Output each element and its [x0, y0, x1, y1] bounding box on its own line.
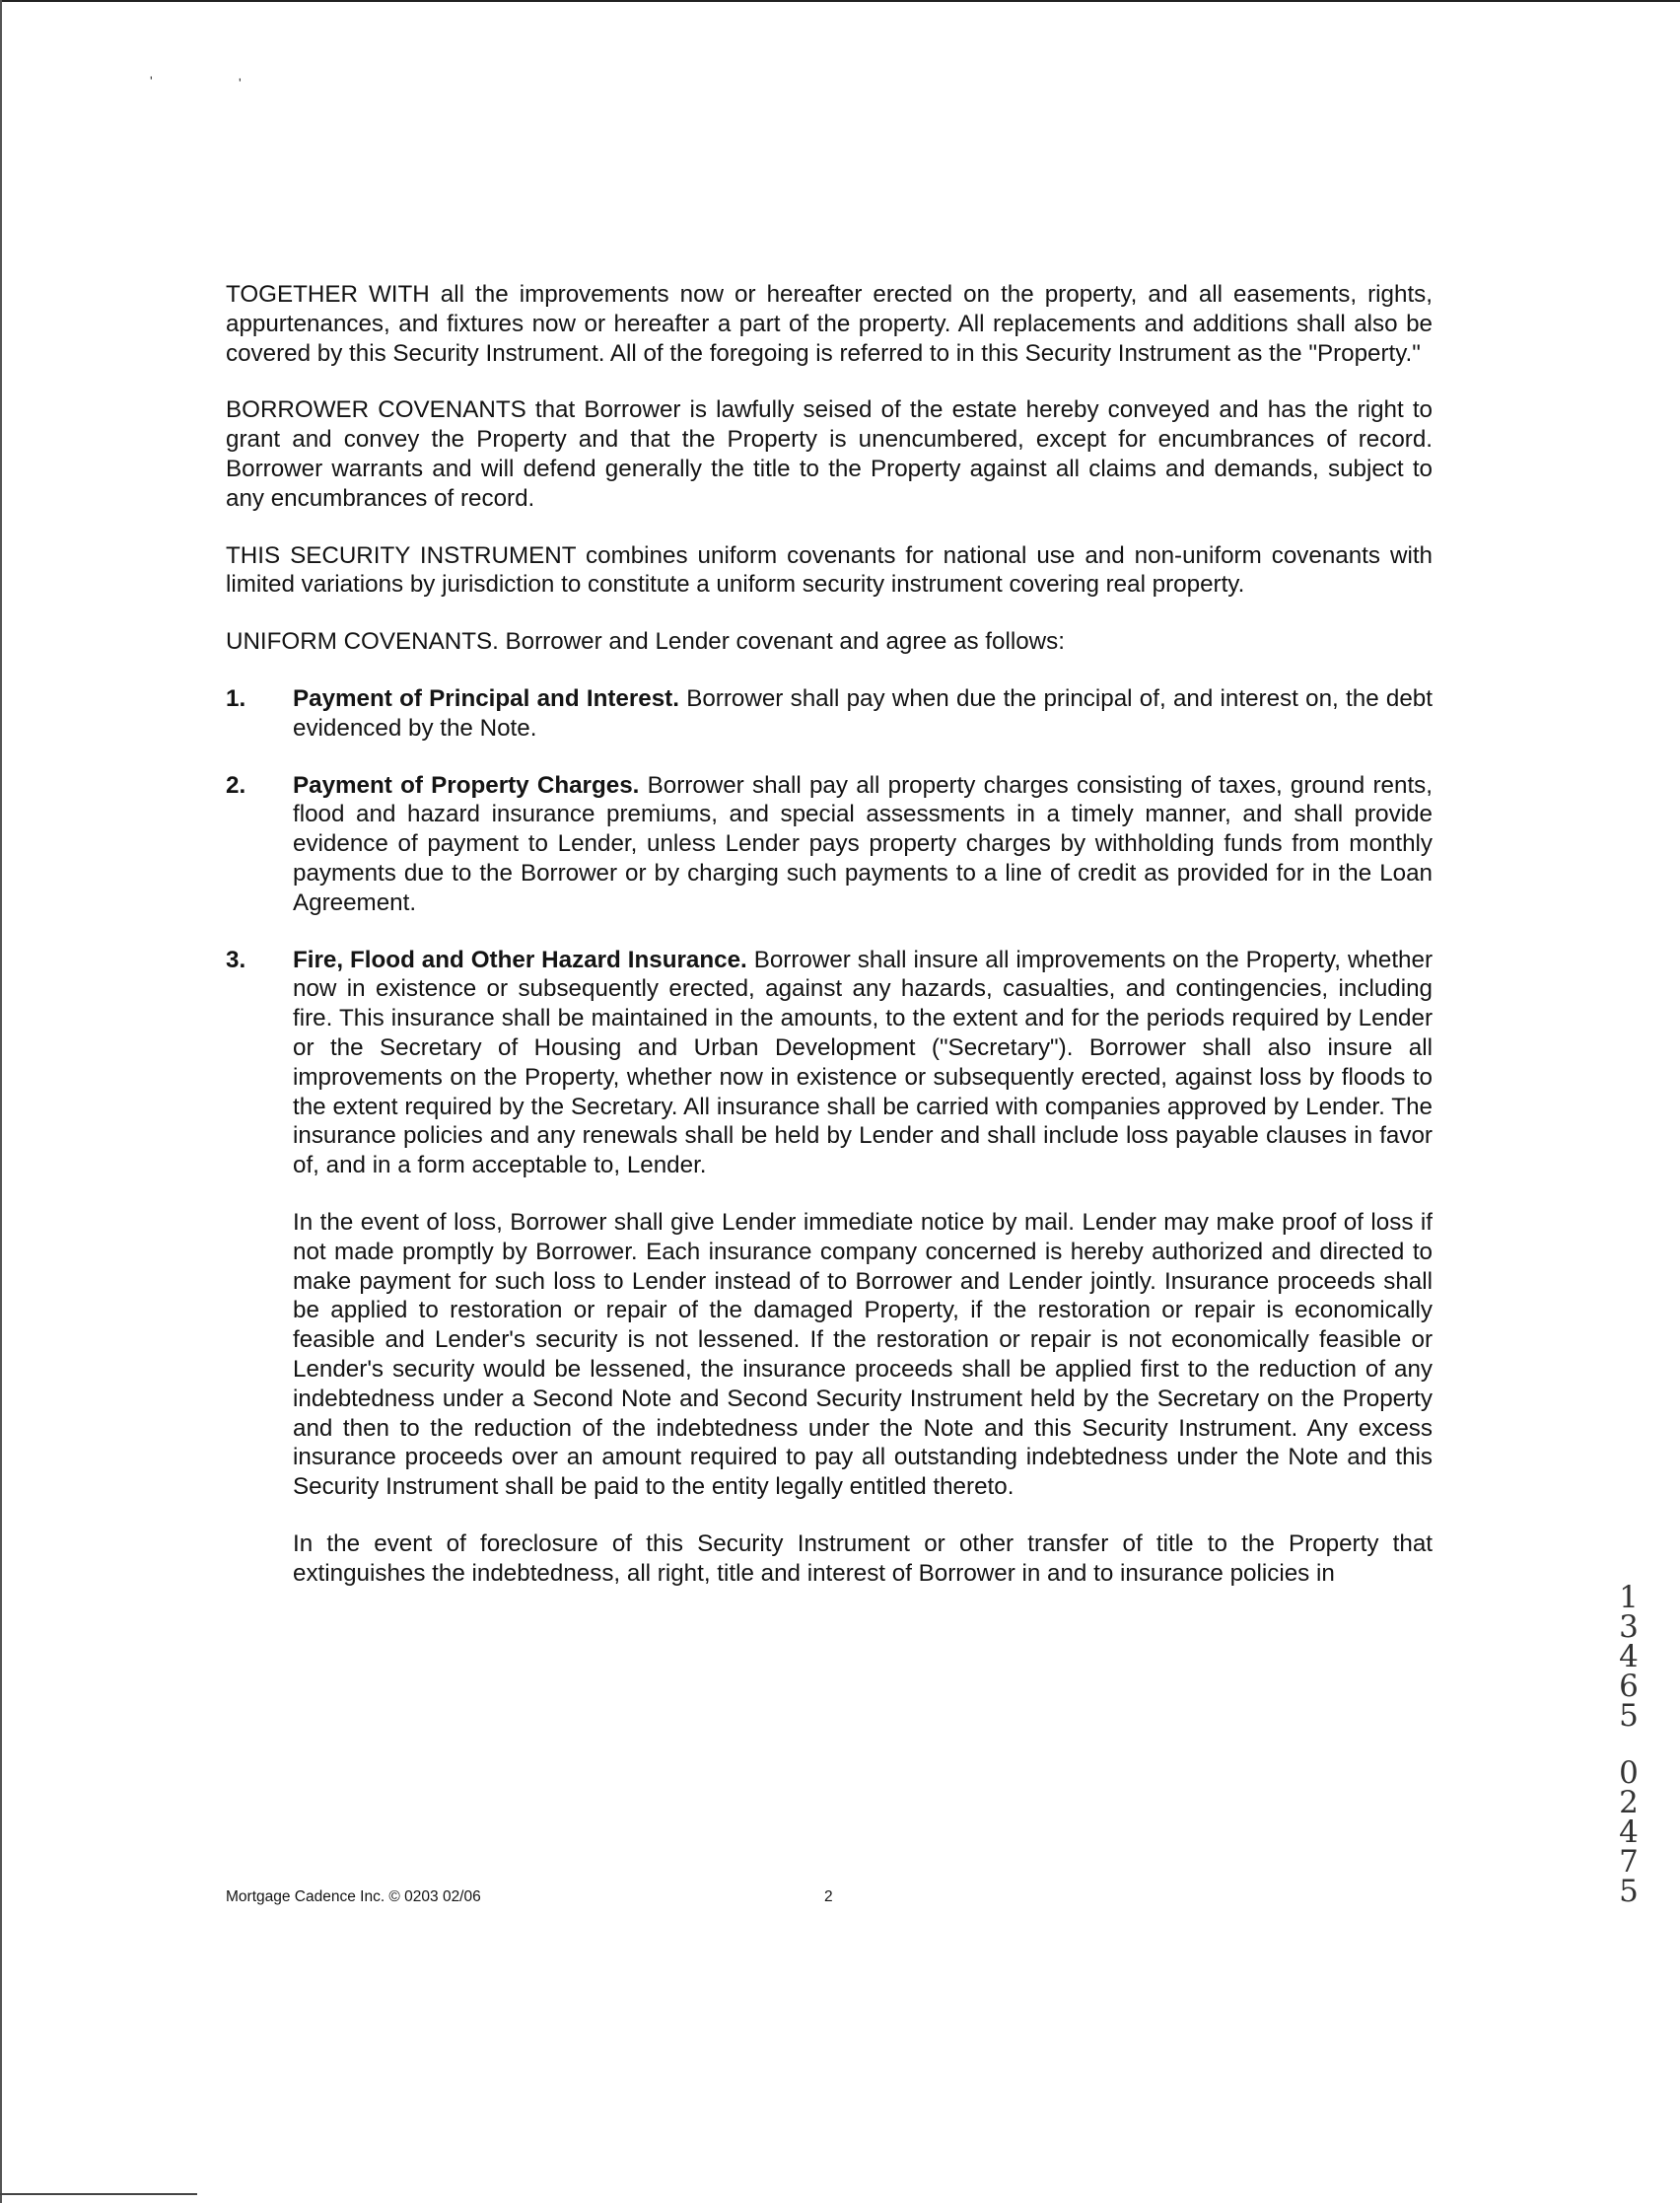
stamp-gap — [1617, 1731, 1641, 1758]
stamp-digit: 5 — [1619, 1698, 1639, 1734]
covenant-number: 2. — [226, 771, 246, 799]
covenant-body: Borrower shall pay when due the principal of, and interest on, the debt evidenced by the Note. — [293, 684, 1433, 742]
foreclosure-paragraph: In the event of foreclosure of this Security Instrument or other transfer of title to the Property that extinguishes the indebtedness, all right, title and interest of Borrower in and to insurance policies in — [293, 1529, 1433, 1587]
stamp-digit: 5 — [1619, 1874, 1639, 1909]
covenant-heading: Fire, Flood and Other Hazard Insurance. — [293, 946, 747, 973]
covenant-heading: Payment of Principal and Interest. — [293, 684, 679, 712]
covenant-body: Borrower shall insure all improvements on the Property, whether now in existence or subsequently erected, against any hazards, casualties, and contingencies, including fire. This insurance shall be maintained in the amounts, to the extent and for the periods required by Lender or the Secretary of Housing and Urban Development ("Secretary"). Borrower shall also insure all improvements on the Property, whether now in existence or subsequently erected, against loss by floods to the extent required by the Secretary. All insurance shall be carried with companies approved by Lender. The insurance policies and any renewals shall be held by Lender and shall include loss payable clauses in favor of, and in a form acceptable to, Lender. — [293, 946, 1433, 1179]
stamp-digit: 0 — [1619, 1755, 1639, 1791]
scan-edge-bottom — [0, 2193, 197, 2195]
side-stamp-number — [1617, 1580, 1641, 1909]
covenant-item-1 — [226, 684, 1433, 744]
insurance-loss-paragraph: In the event of loss, Borrower shall give Lender immediate notice by mail. Lender may make proof of loss if not made promptly by Borrower. Each insurance company concerned is hereby authorized and directed to make payment for such loss to Lender instead of to Borrower and Lender jointly. Insurance proceeds shall be applied to restoration or repair of the damaged Property, if the restoration or repair is economically feasible and Lender's security is not lessened. If the restoration or repair is not economically feasible or Lender's security would be lessened, the insurance proceeds shall be applied first to the reduction of any indebtedness under a Second Note and Second Security Instrument held by the Secretary on the Property and then to the reduction of the indebtedness under the Note and this Security Instrument. Any excess insurance proceeds over an amount required to pay all outstanding indebtedness under the Note and this Security Instrument shall be paid to the entity legally entitled thereto. — [293, 1208, 1433, 1501]
covenant-item-2 — [226, 771, 1433, 918]
footer-form-id: Mortgage Cadence Inc. © 0203 02/06 — [226, 1888, 481, 1905]
covenant-item-3 — [226, 946, 1433, 1180]
footer-page-number: 2 — [824, 1888, 833, 1905]
uniform-covenants-paragraph: UNIFORM COVENANTS. Borrower and Lender covenant and agree as follows: — [226, 628, 1065, 656]
stamp-digit: 4 — [1619, 1814, 1639, 1850]
covenant-body: Borrower shall pay all property charges consisting of taxes, ground rents, flood and hazard insurance premiums, and special assessments in a timely manner, and shall provide evidence of payment to Lender, unless Lender pays property charges by withholding funds from monthly payments due to the Borrower or by charging such payments to a line of credit as provided for in the Loan Agreement. — [293, 771, 1433, 916]
stamp-digit: 6 — [1619, 1669, 1639, 1704]
scan-edge-left — [0, 0, 2, 2203]
scan-speck: ' — [150, 73, 153, 89]
covenant-text — [293, 771, 1433, 918]
borrower-covenants-paragraph: BORROWER COVENANTS that Borrower is lawfully seised of the estate hereby conveyed and has the right to grant and convey the Property and that the Property is unencumbered, except for encumbrances of record. Borrower warrants and will defend generally the title to the Property against all claims and demands, subject to any encumbrances of record. — [226, 396, 1433, 512]
together-with-paragraph: TOGETHER WITH all the improvements now or hereafter erected on the property, and all easements, rights, appurtenances, and fixtures now or hereafter a part of the property. All replacements and additions shall also be covered by this Security Instrument. All of the foregoing is referred to in this Security Instrument as the "Property." — [226, 281, 1433, 367]
stamp-digit: 2 — [1619, 1785, 1639, 1820]
covenant-heading: Payment of Property Charges. — [293, 771, 640, 799]
security-instrument-paragraph: THIS SECURITY INSTRUMENT combines uniform covenants for national use and non-uniform covenants with limited variations by jurisdiction to constitute a uniform security instrument covering real property. — [226, 541, 1433, 599]
stamp-digit: 4 — [1619, 1639, 1639, 1674]
document-body — [226, 280, 1433, 1588]
covenant-text — [293, 946, 1433, 1180]
covenant-number: 3. — [226, 946, 246, 973]
stamp-digit: 1 — [1619, 1580, 1639, 1615]
stamp-digit: 7 — [1619, 1844, 1639, 1880]
scan-speck: ' — [239, 75, 242, 91]
scan-edge-top — [0, 0, 1680, 2]
stamp-digit: 3 — [1619, 1609, 1639, 1645]
covenant-number: 1. — [226, 684, 246, 712]
covenant-text — [293, 684, 1433, 744]
